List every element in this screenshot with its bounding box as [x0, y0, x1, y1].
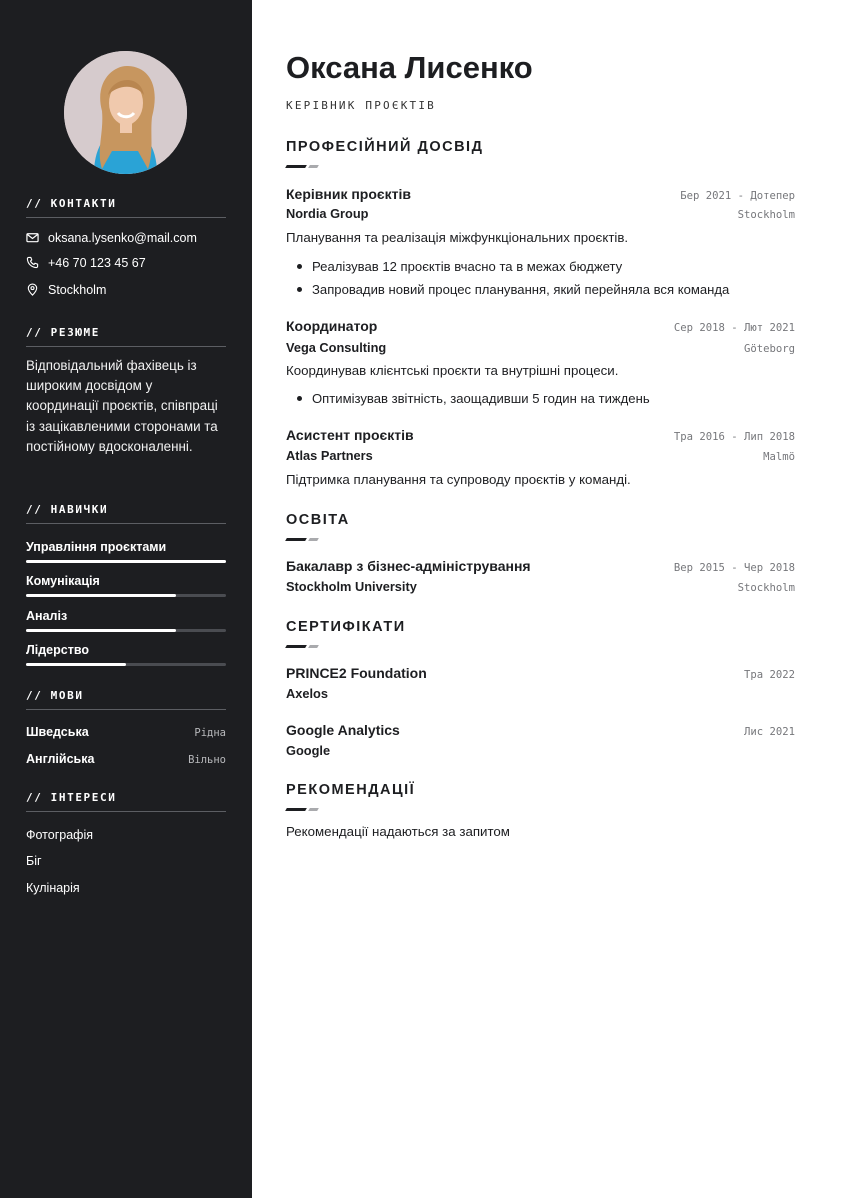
- references-title: РЕКОМЕНДАЦІЇ: [286, 782, 416, 798]
- skill-name: Комунікація: [26, 574, 100, 588]
- certificates-title: СЕРТИФІКАТИ: [286, 619, 406, 635]
- certificate-issuer: Axelos: [286, 686, 328, 701]
- section-divider: [286, 808, 320, 811]
- job-bullet: Оптимізував звітність, заощадивши 5 годин на тиждень: [286, 391, 650, 406]
- main-content: [286, 0, 795, 1198]
- skills-section: [26, 503, 226, 657]
- education-title: ОСВІТА: [286, 512, 350, 528]
- interest-item: Кулінарія: [26, 881, 80, 895]
- school: Stockholm University: [286, 579, 417, 594]
- skill-level-bar: [26, 594, 226, 597]
- interest-item: Фотографія: [26, 828, 94, 842]
- skill-level-bar: [26, 663, 226, 666]
- languages-section: [26, 689, 226, 766]
- person-name: Оксана Лисенко: [286, 50, 533, 85]
- language-name: Шведська: [26, 725, 89, 739]
- job-bullet: Запровадив новий процес планування, який перейняла вся команда: [286, 282, 729, 297]
- job-location: Stockholm: [737, 209, 795, 221]
- profile-photo: [64, 51, 187, 174]
- skill-item: [26, 643, 226, 657]
- section-divider: [286, 645, 320, 648]
- summary-section: [26, 326, 226, 454]
- job-title: Керівник проєктів: [286, 186, 411, 202]
- location-pin-icon: [26, 283, 40, 297]
- contacts-title: // КОНТАКТИ: [26, 197, 226, 218]
- location-text: Stockholm: [48, 283, 107, 297]
- phone-text[interactable]: +46 70 123 45 67: [48, 256, 146, 270]
- skill-name: Лідерство: [26, 643, 89, 657]
- job-title: Асистент проєктів: [286, 427, 414, 443]
- skill-level-fill: [26, 594, 176, 597]
- skill-item: [26, 574, 226, 588]
- section-divider: [286, 538, 320, 541]
- skill-level-fill: [26, 663, 126, 666]
- interest-item: Біг: [26, 854, 42, 868]
- mail-icon: [26, 231, 40, 245]
- job-location: Göteborg: [743, 343, 795, 355]
- interests-title: // ІНТЕРЕСИ: [26, 791, 226, 812]
- job-dates: Тра 2016 - Лип 2018: [673, 431, 795, 443]
- contacts-section: [26, 197, 226, 297]
- skill-level-bar: [26, 560, 226, 563]
- references-text: Рекомендації надаються за запитом: [286, 824, 510, 839]
- job-bullet: Реалізував 12 проєктів вчасно та в межах бюджету: [286, 259, 622, 274]
- job-dates: Бер 2021 - Дотепер: [680, 190, 795, 202]
- summary-text: Відповідальний фахівець із широким досвідом у координації проєктів, співпраці із зацікавленими сторонами та постійному вдосконаленні.: [26, 358, 218, 454]
- references-section: [286, 782, 795, 798]
- language-item: [26, 752, 226, 766]
- education-location: Stockholm: [737, 582, 795, 594]
- skills-title: // НАВИЧКИ: [26, 503, 226, 524]
- skill-level-fill: [26, 560, 226, 563]
- skill-level-bar: [26, 629, 226, 632]
- job-description: Координував клієнтські проєкти та внутрішні процеси.: [286, 363, 619, 378]
- email-text[interactable]: oksana.lysenko@mail.com: [48, 231, 197, 245]
- experience-title: ПРОФЕСІЙНИЙ ДОСВІД: [286, 139, 484, 155]
- skill-name: Управління проєктами: [26, 540, 167, 554]
- email-row[interactable]: [26, 231, 197, 245]
- skill-item: [26, 609, 226, 623]
- sidebar: [0, 0, 252, 1198]
- languages-title: // МОВИ: [26, 689, 226, 710]
- certificate-name: Google Analytics: [286, 722, 400, 738]
- skill-item: [26, 540, 226, 554]
- education-dates: Вер 2015 - Чер 2018: [673, 562, 795, 574]
- job-title: Координатор: [286, 318, 378, 334]
- certificates-section: [286, 619, 795, 635]
- interests-section: [26, 791, 226, 895]
- language-level: Вільно: [188, 754, 226, 766]
- phone-row[interactable]: [26, 256, 146, 270]
- experience-section: [286, 139, 795, 155]
- phone-icon: [26, 256, 40, 270]
- skill-name: Аналіз: [26, 609, 68, 623]
- job-dates: Сер 2018 - Лют 2021: [673, 322, 795, 334]
- section-divider: [286, 165, 320, 168]
- job-company: Nordia Group: [286, 206, 369, 221]
- language-name: Англійська: [26, 752, 95, 766]
- job-role: КЕРІВНИК ПРОЄКТІВ: [286, 99, 436, 112]
- job-company: Atlas Partners: [286, 448, 373, 463]
- job-location: Malmö: [763, 451, 795, 463]
- skill-level-fill: [26, 629, 176, 632]
- language-level: Рідна: [194, 727, 226, 739]
- location-row: [26, 283, 106, 297]
- certificate-name: PRINCE2 Foundation: [286, 665, 427, 681]
- language-item: [26, 725, 226, 739]
- summary-title: // РЕЗЮМЕ: [26, 326, 226, 347]
- job-company: Vega Consulting: [286, 340, 387, 355]
- job-description: Підтримка планування та супроводу проєктів у команді.: [286, 472, 631, 487]
- job-description: Планування та реалізація міжфункціональних проєктів.: [286, 230, 629, 245]
- certificate-issuer: Google: [286, 743, 331, 758]
- degree: Бакалавр з бізнес-адміністрування: [286, 558, 531, 574]
- education-section: [286, 512, 795, 528]
- certificate-date: Тра 2022: [743, 669, 795, 681]
- certificate-date: Лис 2021: [743, 726, 795, 738]
